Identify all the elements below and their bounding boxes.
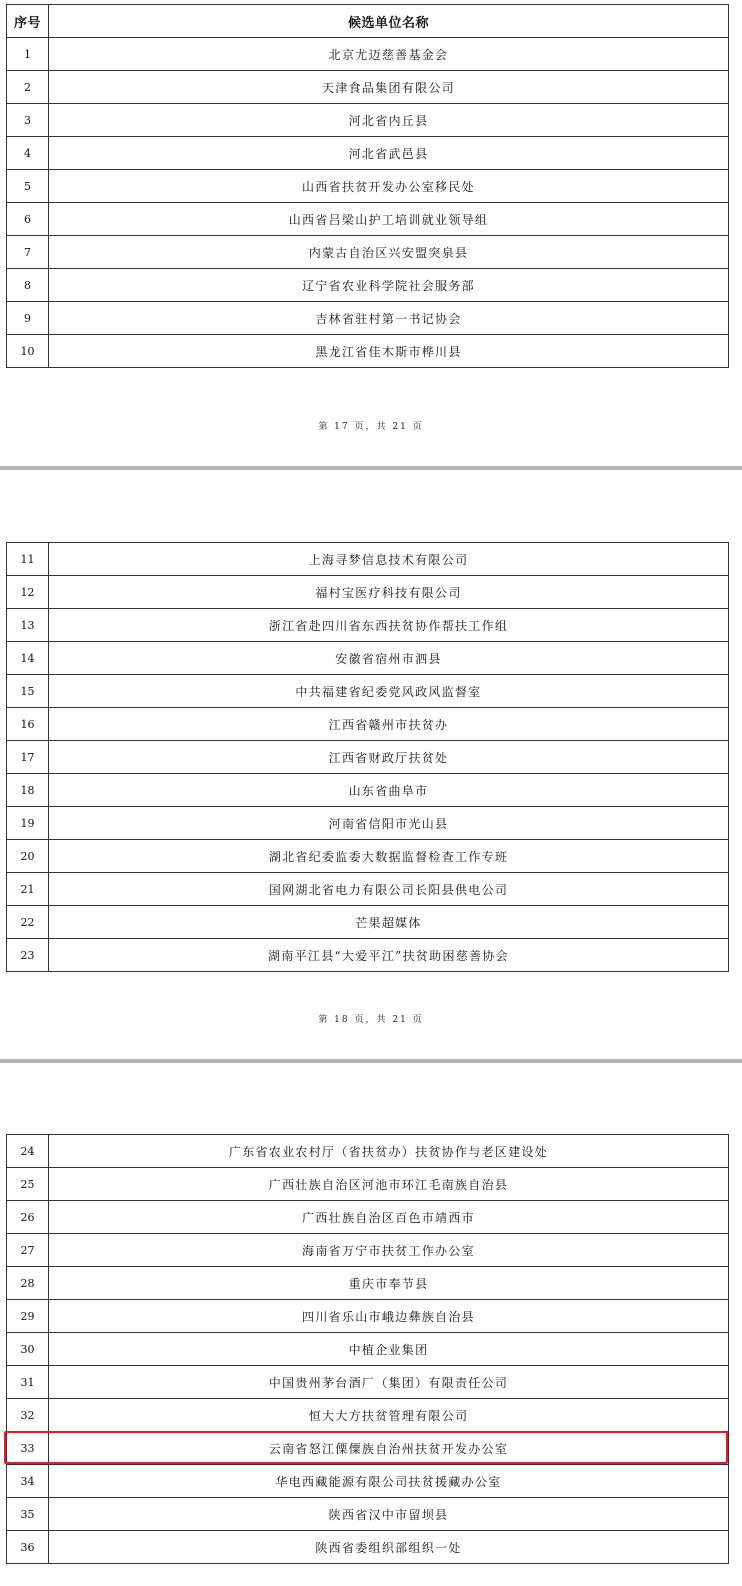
row-index: 25 — [7, 1168, 49, 1201]
row-unit-name: 海南省万宁市扶贫工作办公室 — [49, 1234, 729, 1267]
row-unit-name: 浙江省赴四川省东西扶贫协作帮扶工作组 — [49, 609, 729, 642]
row-unit-name: 天津食品集团有限公司 — [49, 71, 729, 104]
row-unit-name: 中国贵州茅台酒厂（集团）有限责任公司 — [49, 1366, 729, 1399]
row-unit-name: 河北省内丘县 — [49, 104, 729, 137]
row-index: 24 — [7, 1135, 49, 1168]
table-row — [7, 1333, 729, 1366]
row-unit-name: 湖南平江县“大爱平江”扶贫助困慈善协会 — [49, 939, 729, 972]
row-index: 3 — [7, 104, 49, 137]
row-index: 7 — [7, 236, 49, 269]
row-index: 22 — [7, 906, 49, 939]
table-row — [7, 609, 729, 642]
table-row — [7, 1201, 729, 1234]
row-index: 33 — [7, 1432, 49, 1465]
table-row — [7, 1300, 729, 1333]
row-index: 21 — [7, 873, 49, 906]
row-unit-name: 内蒙古自治区兴安盟突泉县 — [49, 236, 729, 269]
table-row — [7, 302, 729, 335]
row-index: 11 — [7, 543, 49, 576]
row-index: 8 — [7, 269, 49, 302]
row-index: 5 — [7, 170, 49, 203]
row-index: 4 — [7, 137, 49, 170]
table-row — [7, 675, 729, 708]
table-row — [7, 1498, 729, 1531]
table-row — [7, 236, 729, 269]
row-index: 30 — [7, 1333, 49, 1366]
highlight-box — [4, 1431, 728, 1464]
row-unit-name: 恒大大方扶贫管理有限公司 — [49, 1399, 729, 1432]
row-unit-name: 吉林省驻村第一书记协会 — [49, 302, 729, 335]
page-footer: 第 18 页，共 21 页 — [318, 1015, 424, 1025]
document-page-17 — [0, 0, 742, 466]
row-unit-name: 山西省扶贫开发办公室移民处 — [49, 170, 729, 203]
row-index: 28 — [7, 1267, 49, 1300]
row-index: 13 — [7, 609, 49, 642]
document-page-19 — [0, 1063, 742, 1586]
table-row — [7, 1168, 729, 1201]
table-row — [7, 1531, 729, 1564]
row-index: 29 — [7, 1300, 49, 1333]
row-unit-name: 陕西省委组织部组织一处 — [49, 1531, 729, 1564]
table-row — [7, 840, 729, 873]
table-row — [7, 71, 729, 104]
table-row — [7, 1366, 729, 1399]
row-index: 27 — [7, 1234, 49, 1267]
row-unit-name: 福村宝医疗科技有限公司 — [49, 576, 729, 609]
table-row — [7, 1267, 729, 1300]
row-unit-name: 四川省乐山市峨边彝族自治县 — [49, 1300, 729, 1333]
row-index: 23 — [7, 939, 49, 972]
row-index: 2 — [7, 71, 49, 104]
table-row — [7, 1465, 729, 1498]
row-unit-name: 华电西藏能源有限公司扶贫援藏办公室 — [49, 1465, 729, 1498]
row-unit-name: 陕西省汉中市留坝县 — [49, 1498, 729, 1531]
row-index: 32 — [7, 1399, 49, 1432]
row-index: 6 — [7, 203, 49, 236]
candidate-table-page-19 — [6, 1134, 729, 1564]
row-unit-name: 山西省吕梁山护工培训就业领导组 — [49, 203, 729, 236]
table-row — [7, 708, 729, 741]
table-header-row — [7, 5, 729, 38]
candidate-table-page-18 — [6, 542, 729, 972]
header-index: 序号 — [7, 5, 49, 38]
row-index: 10 — [7, 335, 49, 368]
row-index: 9 — [7, 302, 49, 335]
table-row — [7, 335, 729, 368]
row-unit-name: 中共福建省纪委党风政风监督室 — [49, 675, 729, 708]
row-index: 20 — [7, 840, 49, 873]
table-row — [7, 741, 729, 774]
row-index: 12 — [7, 576, 49, 609]
header-unit-name: 候选单位名称 — [49, 5, 729, 38]
table-row — [7, 576, 729, 609]
row-unit-name: 江西省财政厅扶贫处 — [49, 741, 729, 774]
row-index: 14 — [7, 642, 49, 675]
table-row — [7, 873, 729, 906]
table-row — [7, 170, 729, 203]
row-index: 16 — [7, 708, 49, 741]
row-unit-name: 广西壮族自治区百色市靖西市 — [49, 1201, 729, 1234]
row-index: 15 — [7, 675, 49, 708]
table-row — [7, 774, 729, 807]
row-index: 1 — [7, 38, 49, 71]
row-unit-name: 河南省信阳市光山县 — [49, 807, 729, 840]
row-index: 36 — [7, 1531, 49, 1564]
table-row — [7, 1399, 729, 1432]
table-row — [7, 104, 729, 137]
row-unit-name: 辽宁省农业科学院社会服务部 — [49, 269, 729, 302]
table-row — [7, 269, 729, 302]
table-row — [7, 1135, 729, 1168]
page-footer: 第 17 页，共 21 页 — [318, 422, 424, 432]
table-row — [7, 38, 729, 71]
row-unit-name: 湖北省纪委监委大数据监督检查工作专班 — [49, 840, 729, 873]
document-page-18 — [0, 470, 742, 1059]
row-unit-name: 山东省曲阜市 — [49, 774, 729, 807]
table-row — [7, 203, 729, 236]
row-unit-name: 广东省农业农村厅（省扶贫办）扶贫协作与老区建设处 — [49, 1135, 729, 1168]
table-row — [7, 939, 729, 972]
table-row — [7, 642, 729, 675]
row-unit-name: 安徽省宿州市泗县 — [49, 642, 729, 675]
row-unit-name: 江西省赣州市扶贫办 — [49, 708, 729, 741]
row-index: 17 — [7, 741, 49, 774]
row-unit-name: 芒果超媒体 — [49, 906, 729, 939]
row-unit-name: 国网湖北省电力有限公司长阳县供电公司 — [49, 873, 729, 906]
row-unit-name: 重庆市奉节县 — [49, 1267, 729, 1300]
row-index: 34 — [7, 1465, 49, 1498]
row-unit-name: 云南省怒江傈僳族自治州扶贫开发办公室 — [49, 1432, 729, 1465]
row-unit-name: 上海寻梦信息技术有限公司 — [49, 543, 729, 576]
row-index: 26 — [7, 1201, 49, 1234]
row-unit-name: 黑龙江省佳木斯市桦川县 — [49, 335, 729, 368]
table-row — [7, 543, 729, 576]
table-row — [7, 807, 729, 840]
candidate-table-page-17 — [6, 4, 729, 368]
table-row — [7, 906, 729, 939]
row-index: 19 — [7, 807, 49, 840]
row-unit-name: 中植企业集团 — [49, 1333, 729, 1366]
table-row — [7, 137, 729, 170]
row-index: 35 — [7, 1498, 49, 1531]
table-row — [7, 1234, 729, 1267]
row-unit-name: 广西壮族自治区河池市环江毛南族自治县 — [49, 1168, 729, 1201]
row-unit-name: 北京尤迈慈善基金会 — [49, 38, 729, 71]
row-unit-name: 河北省武邑县 — [49, 137, 729, 170]
row-index: 31 — [7, 1366, 49, 1399]
row-index: 18 — [7, 774, 49, 807]
